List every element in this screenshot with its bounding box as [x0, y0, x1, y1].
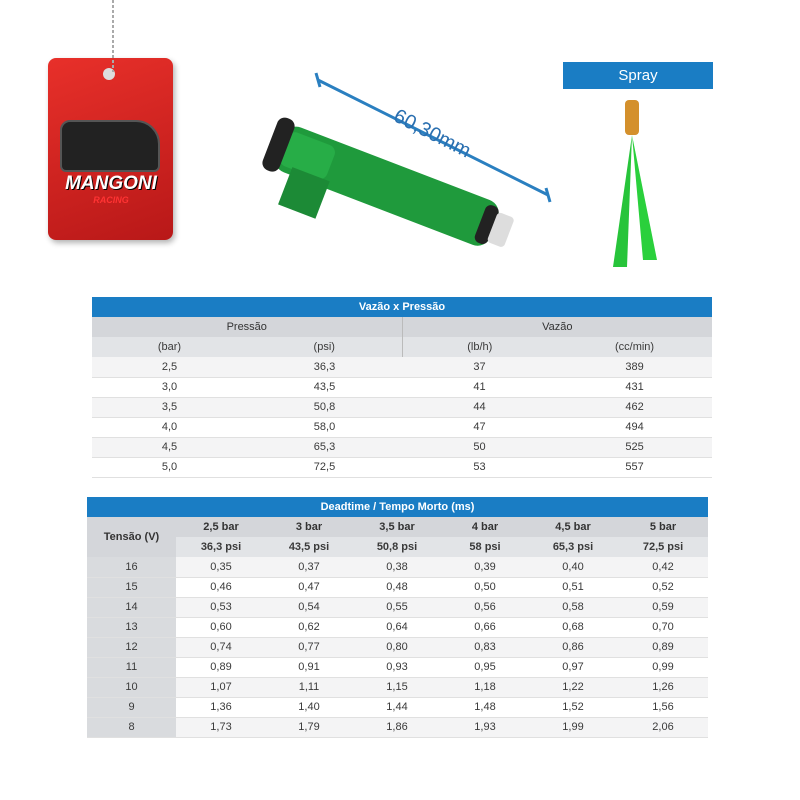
table-cell: 4,0 [92, 417, 247, 437]
table-cell: 0,62 [266, 617, 352, 637]
table-cell: 0,59 [618, 597, 708, 617]
table-cell: 0,99 [618, 657, 708, 677]
table-row [87, 717, 708, 737]
voltage-cell: 14 [87, 597, 176, 617]
table-cell: 50 [402, 437, 557, 457]
voltage-cell: 11 [87, 657, 176, 677]
table-cell: 0,80 [352, 637, 442, 657]
table-cell: 0,68 [528, 617, 618, 637]
table-row [87, 657, 708, 677]
injector-image [230, 70, 570, 290]
table-cell: 0,70 [618, 617, 708, 637]
table-cell: 1,93 [442, 717, 528, 737]
table-cell: 0,77 [266, 637, 352, 657]
table-cell: 1,73 [176, 717, 266, 737]
table-cell: 0,48 [352, 577, 442, 597]
table-cell: 0,56 [442, 597, 528, 617]
table-cell: 0,37 [266, 557, 352, 577]
deadtime-table [87, 497, 708, 738]
table-row [87, 577, 708, 597]
table-cell: 494 [557, 417, 712, 437]
unit-header: (cc/min) [557, 337, 712, 357]
pressure-bar-header: 4,5 bar [528, 517, 618, 537]
table-row [87, 557, 708, 577]
table-row [87, 697, 708, 717]
table-row [87, 597, 708, 617]
pressure-bar-header: 2,5 bar [176, 517, 266, 537]
table-cell: 0,39 [442, 557, 528, 577]
table-cell: 0,74 [176, 637, 266, 657]
voltage-cell: 10 [87, 677, 176, 697]
pressure-psi-header: 36,3 psi [176, 537, 266, 557]
brand-tag [48, 58, 173, 240]
table-cell: 37 [402, 357, 557, 377]
table-title: Deadtime / Tempo Morto (ms) [87, 497, 708, 517]
table-cell: 1,11 [266, 677, 352, 697]
table-cell: 462 [557, 397, 712, 417]
table-cell: 1,44 [352, 697, 442, 717]
table-cell: 5,0 [92, 457, 247, 477]
table-row [92, 457, 712, 477]
unit-header: (lb/h) [402, 337, 557, 357]
logo-text: MANGONI [65, 173, 157, 194]
table-cell: 2,06 [618, 717, 708, 737]
group-header: Pressão [92, 317, 402, 337]
pressure-psi-header: 58 psi [442, 537, 528, 557]
table-cell: 1,79 [266, 717, 352, 737]
table-cell: 0,91 [266, 657, 352, 677]
table-cell: 1,26 [618, 677, 708, 697]
table-cell: 47 [402, 417, 557, 437]
table-cell: 1,07 [176, 677, 266, 697]
table-cell: 0,53 [176, 597, 266, 617]
table-cell: 0,93 [352, 657, 442, 677]
pressure-bar-header: 4 bar [442, 517, 528, 537]
table-row [92, 397, 712, 417]
unit-header: (bar) [92, 337, 247, 357]
table-title: Vazão x Pressão [92, 297, 712, 317]
table-cell: 0,35 [176, 557, 266, 577]
table-cell: 53 [402, 457, 557, 477]
flow-pressure-table [92, 297, 712, 478]
table-cell: 389 [557, 357, 712, 377]
spray-label: Spray [563, 62, 713, 89]
voltage-cell: 16 [87, 557, 176, 577]
table-row [92, 357, 712, 377]
voltage-cell: 12 [87, 637, 176, 657]
table-cell: 72,5 [247, 457, 402, 477]
table-cell: 1,15 [352, 677, 442, 697]
dashboard-graphic [60, 120, 160, 172]
table-cell: 0,83 [442, 637, 528, 657]
table-cell: 43,5 [247, 377, 402, 397]
table-row [87, 617, 708, 637]
table-cell: 0,38 [352, 557, 442, 577]
table-cell: 1,18 [442, 677, 528, 697]
table-cell: 0,50 [442, 577, 528, 597]
table-cell: 525 [557, 437, 712, 457]
table-cell: 0,64 [352, 617, 442, 637]
table-cell: 50,8 [247, 397, 402, 417]
table-row [92, 437, 712, 457]
table-cell: 431 [557, 377, 712, 397]
table-cell: 0,42 [618, 557, 708, 577]
table-row [92, 377, 712, 397]
table-cell: 0,97 [528, 657, 618, 677]
voltage-cell: 8 [87, 717, 176, 737]
table-cell: 44 [402, 397, 557, 417]
group-header: Vazão [402, 317, 712, 337]
table-cell: 0,60 [176, 617, 266, 637]
table-row [87, 637, 708, 657]
table-cell: 3,5 [92, 397, 247, 417]
voltage-cell: 15 [87, 577, 176, 597]
table-cell: 1,99 [528, 717, 618, 737]
table-cell: 0,55 [352, 597, 442, 617]
table-cell: 557 [557, 457, 712, 477]
pressure-psi-header: 43,5 psi [266, 537, 352, 557]
table-cell: 0,51 [528, 577, 618, 597]
table-cell: 0,58 [528, 597, 618, 617]
table-cell: 1,48 [442, 697, 528, 717]
table-cell: 0,52 [618, 577, 708, 597]
table-row [92, 417, 712, 437]
table-cell: 1,86 [352, 717, 442, 737]
spray-image [605, 95, 675, 275]
table-cell: 0,89 [618, 637, 708, 657]
pressure-psi-header: 72,5 psi [618, 537, 708, 557]
table-cell: 2,5 [92, 357, 247, 377]
table-cell: 1,36 [176, 697, 266, 717]
table-cell: 36,3 [247, 357, 402, 377]
table-cell: 0,86 [528, 637, 618, 657]
pressure-bar-header: 3,5 bar [352, 517, 442, 537]
voltage-cell: 13 [87, 617, 176, 637]
table-cell: 65,3 [247, 437, 402, 457]
table-cell: 0,40 [528, 557, 618, 577]
table-cell: 58,0 [247, 417, 402, 437]
pressure-bar-header: 3 bar [266, 517, 352, 537]
table-cell: 4,5 [92, 437, 247, 457]
pressure-psi-header: 65,3 psi [528, 537, 618, 557]
logo-sub: RACING [93, 195, 129, 205]
table-cell: 0,66 [442, 617, 528, 637]
tag-chain [112, 0, 114, 72]
table-cell: 0,46 [176, 577, 266, 597]
table-cell: 1,52 [528, 697, 618, 717]
table-cell: 0,54 [266, 597, 352, 617]
table-cell: 0,47 [266, 577, 352, 597]
table-row [87, 677, 708, 697]
table-cell: 3,0 [92, 377, 247, 397]
dimension-label: 60,30mm [390, 105, 475, 163]
pressure-psi-header: 50,8 psi [352, 537, 442, 557]
table-cell: 1,56 [618, 697, 708, 717]
voltage-header: Tensão (V) [87, 517, 176, 557]
table-cell: 41 [402, 377, 557, 397]
voltage-cell: 9 [87, 697, 176, 717]
table-cell: 0,95 [442, 657, 528, 677]
pressure-bar-header: 5 bar [618, 517, 708, 537]
unit-header: (psi) [247, 337, 402, 357]
table-cell: 1,22 [528, 677, 618, 697]
table-cell: 1,40 [266, 697, 352, 717]
table-cell: 0,89 [176, 657, 266, 677]
